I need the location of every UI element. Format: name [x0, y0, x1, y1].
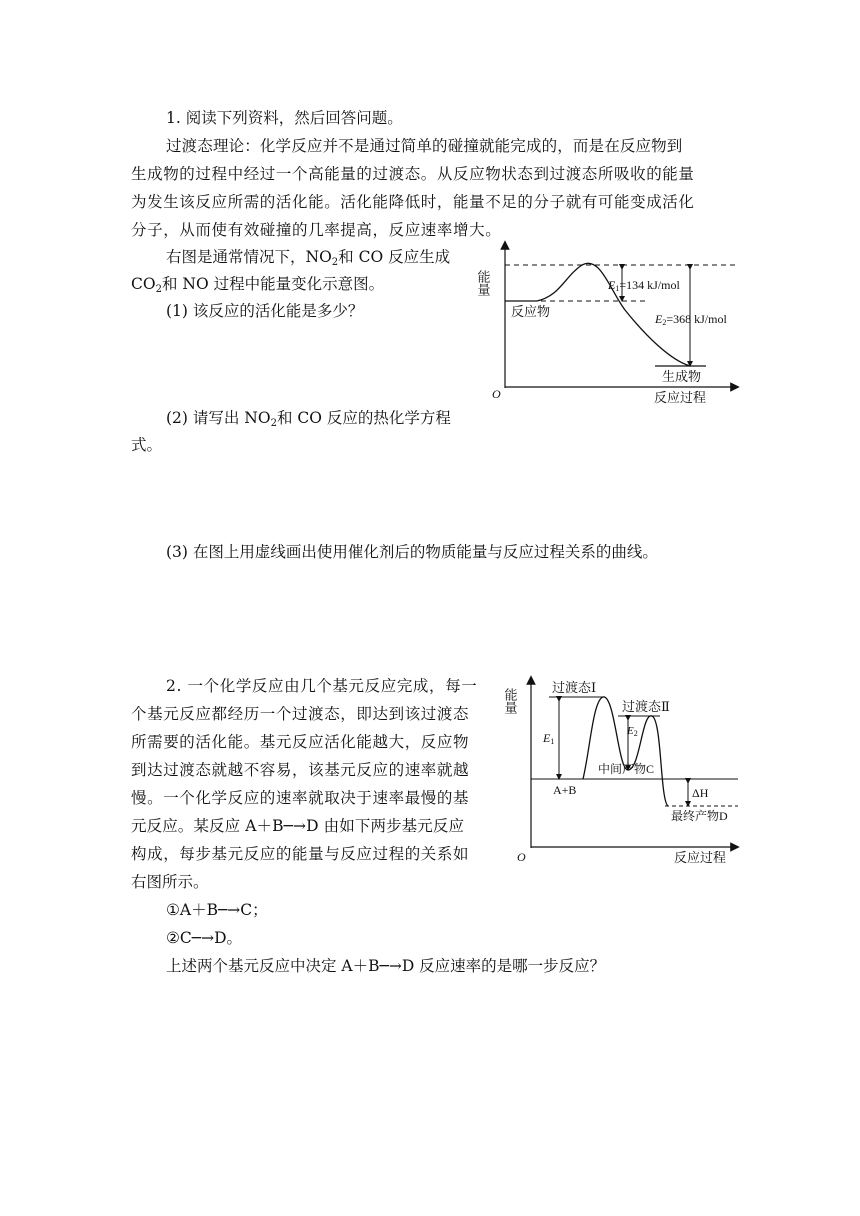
fig1-x-label: 反应过程 [654, 390, 707, 405]
q1-figure-intro-line-1: 右图是通常情况下，$NO_2$和 CO 反应生成 [166, 248, 451, 268]
fig1-e2-label: E2=368 kJ/mol [655, 312, 727, 327]
fig2-ts1-label: 过渡态Ⅰ [552, 680, 597, 695]
q2-line-2: 个基元反应都经历一个过渡态，即达到该过渡态 [131, 705, 470, 723]
q1-sub-question-2: (2) 请写出 $NO_2$和 CO 反应的热化学方程 [166, 409, 451, 429]
q2-question: 上述两个基元反应中决定 A＋B─→D 反应速率的是哪一步反应？ [166, 957, 606, 975]
q2-line-6: 元反应。某反应 A＋B─→D 由如下两步基元反应 [131, 817, 465, 835]
fig2-e1-label: E1 [543, 731, 555, 746]
fig1-y-label: 能量 [475, 270, 491, 296]
fig2-final-product-label: 最终产物D [671, 809, 728, 823]
q2-step-1: ①A＋B─→C； [166, 901, 268, 919]
fig2-origin: O [517, 850, 526, 864]
fig2-e2-label: E2 [627, 725, 638, 738]
fig2-y-label: 能量 [502, 688, 518, 714]
fig2-reactants-label: A+B [553, 783, 577, 797]
q1-sub-question-1: (1) 该反应的活化能是多少？ [166, 302, 364, 320]
fig1-reactant-label: 反应物 [511, 304, 551, 319]
fig1-product-label: 生成物 [662, 369, 702, 384]
q2-line-3: 所需要的活化能。基元反应活化能越大，反应物 [131, 733, 470, 751]
q2-line-8: 右图所示。 [131, 873, 209, 891]
q1-theory-line-2: 生成物的过程中经过一个高能量的过渡态。从反应物状态到过渡态所吸收的能量 [131, 165, 695, 183]
q2-line-1: 2. 一个化学反应由几个基元反应完成，每一 [166, 677, 478, 695]
q1-theory-line-1: 过渡态理论：化学反应并不是通过简单的碰撞就能完成的，而是在反应物到 [166, 137, 683, 155]
fig1-e1-label: E1=134 kJ/mol [608, 278, 680, 293]
fig1-origin: O [492, 387, 501, 401]
q2-line-4: 到达过渡态就越不容易，该基元反应的速率就越 [131, 761, 470, 779]
q2-line-5: 慢。一个化学反应的速率就取决于速率最慢的基 [131, 789, 470, 807]
fig2-x-label: 反应过程 [674, 850, 727, 865]
fig2-ts2-label: 过渡态Ⅱ [622, 699, 670, 714]
q1-sub-question-2-cont: 式。 [131, 436, 163, 454]
q1-theory-line-3: 为发生该反应所需的活化能。活化能降低时，能量不足的分子就有可能变成活化 [131, 193, 695, 211]
q1-intro: 1. 阅读下列资料，然后回答问题。 [166, 109, 403, 127]
fig2-intermediate-label: 中间产物C [598, 762, 655, 776]
fig2-delta-h-label: ΔH [692, 786, 709, 800]
q2-line-7: 构成，每步基元反应的能量与反应过程的关系如 [131, 845, 470, 863]
q1-sub-question-3: (3) 在图上用虚线画出使用催化剂后的物质能量与反应过程关系的曲线。 [166, 543, 658, 561]
q1-figure-intro-line-2: $CO_2$和 NO 过程中能量变化示意图。 [131, 275, 385, 295]
q2-step-2: ②C─→D。 [166, 929, 243, 947]
q1-theory-line-4: 分子，从而使有效碰撞的几率提高，反应速率增大。 [131, 221, 502, 239]
